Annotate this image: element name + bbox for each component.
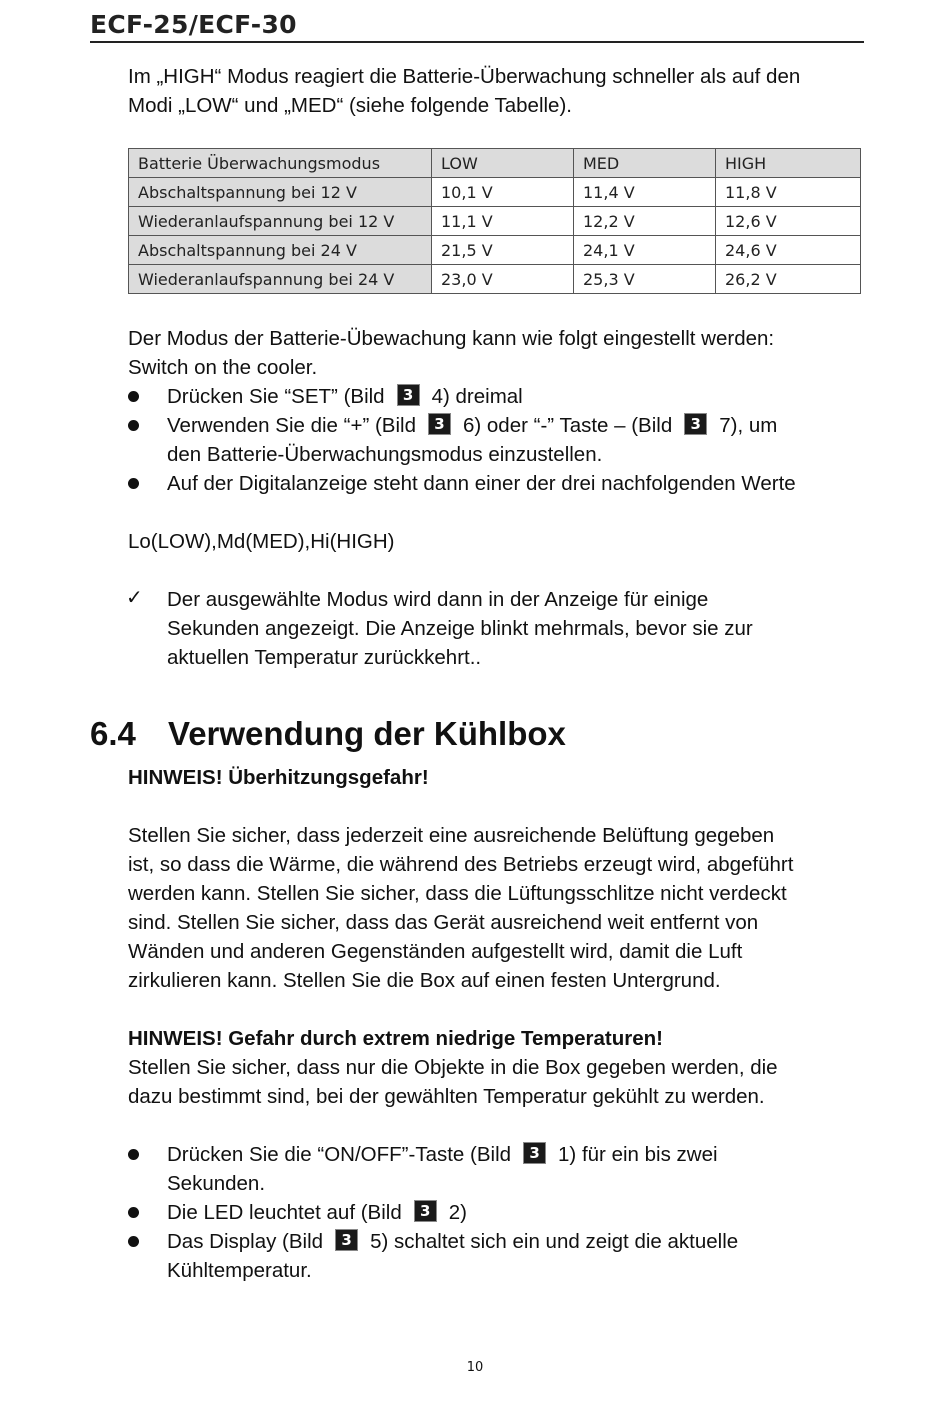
intro-line-1: Im „HIGH“ Modus reagiert die Batterie-Überwachung schneller als auf den [128,65,801,88]
list-item-text: Sekunden. [167,1172,266,1195]
list-item-text: 4) dreimal [431,385,523,408]
display-values-line: Lo(LOW),Md(MED),Hi(HIGH) [128,530,395,553]
table-cell: 24,1 V [574,236,716,265]
figure-reference-badge: 3 [523,1142,546,1164]
ventilation-paragraph-line: Stellen Sie sicher, dass jederzeit eine ausreichende Belüftung gegeben [128,824,775,847]
list-item-text: 7), um [719,414,778,437]
mode-setting-intro: Der Modus der Batterie-Übewachung kann wie folgt eingestellt werden: [128,327,775,350]
low-temperature-paragraph-line: dazu bestimmt sind, bei der gewählten Temperatur gekühlt zu werden. [128,1085,765,1108]
table-cell: 26,2 V [716,265,861,294]
list-item [128,469,868,498]
table-cell: 23,0 V [432,265,574,294]
table-cell: 21,5 V [432,236,574,265]
page-header [90,10,864,43]
bullet-icon [128,1207,139,1218]
table-row [129,178,861,207]
ventilation-paragraph-line: zirkulieren kann. Stellen Sie die Box auf einen festen Untergrund. [128,969,721,992]
ventilation-paragraph-line: sind. Stellen Sie sicher, dass das Gerät ausreichend weit entfernt von [128,911,759,934]
table-cell: 25,3 V [574,265,716,294]
list-item [128,382,868,411]
figure-reference-badge: 3 [414,1200,437,1222]
list-item-text: Der ausgewählte Modus wird dann in der Anzeige für einige [167,588,709,611]
notice-overheating: HINWEIS! Überhitzungsgefahr! [128,766,429,789]
table-cell: 11,8 V [716,178,861,207]
list-item [128,411,868,469]
table-row-label: Abschaltspannung bei 12 V [129,178,432,207]
bullet-icon [128,391,139,402]
section-heading [90,714,566,754]
list-item [128,1140,868,1198]
result-list [128,585,868,672]
document-model-title: ECF-25/ECF-30 [90,10,297,39]
table-row [129,236,861,265]
figure-reference-badge: 3 [335,1229,358,1251]
bullet-icon [128,1236,139,1247]
figure-reference-badge: 3 [397,384,420,406]
table-row-label: Wiederanlaufspannung bei 12 V [129,207,432,236]
table-header-cell: LOW [432,149,574,178]
page-number: 10 [466,1360,484,1375]
intro-line-2: Modi „LOW“ und „MED“ (siehe folgende Tabelle). [128,94,572,117]
ventilation-paragraph-line: werden kann. Stellen Sie sicher, dass die Lüftungsschlitze nicht verdeckt [128,882,787,905]
section-number: 6.4 [90,715,136,752]
list-item-text: Sekunden angezeigt. Die Anzeige blinkt mehrmals, bevor sie zur [167,617,753,640]
list-item-text: 6) oder “-” Taste – (Bild [462,414,673,437]
table-cell: 24,6 V [716,236,861,265]
bullet-icon [128,420,139,431]
list-item-text: 5) schaltet sich ein und zeigt die aktuelle [370,1230,739,1253]
mode-setting-step: Switch on the cooler. [128,356,318,379]
list-item-text: 2) [448,1201,467,1224]
mode-setting-list [128,382,868,498]
bullet-icon [128,1149,139,1160]
table-header-cell: HIGH [716,149,861,178]
list-item [128,585,868,672]
checkmark-icon: ✓ [126,585,143,609]
table-row-label: Wiederanlaufspannung bei 24 V [129,265,432,294]
list-item-text: Verwenden Sie die “+” (Bild [167,414,416,437]
figure-reference-badge: 3 [428,413,451,435]
list-item-text: Auf der Digitalanzeige steht dann einer der drei nachfolgenden Werte [167,472,796,495]
table-row [129,265,861,294]
list-item-text: Die LED leuchtet auf (Bild [167,1201,402,1224]
table-cell: 12,6 V [716,207,861,236]
table-cell: 10,1 V [432,178,574,207]
list-item-text: Drücken Sie die “ON/OFF”-Taste (Bild [167,1143,512,1166]
ventilation-paragraph-line: ist, so dass die Wärme, die während des Betriebs erzeugt wird, abgeführt [128,853,794,876]
notice-low-temperature: HINWEIS! Gefahr durch extrem niedrige Temperaturen! [128,1027,664,1050]
table-cell: 12,2 V [574,207,716,236]
low-temperature-paragraph-line: Stellen Sie sicher, dass nur die Objekte in die Box gegeben werden, die [128,1056,778,1079]
list-item-text: Das Display (Bild [167,1230,324,1253]
section-title: Verwendung der Kühlbox [168,715,566,752]
table-row [129,207,861,236]
list-item-text: den Batterie-Überwachungsmodus einzustellen. [167,443,603,466]
list-item-text: aktuellen Temperatur zurückkehrt.. [167,646,482,669]
table-cell: 11,4 V [574,178,716,207]
section-content [128,763,868,1285]
battery-monitor-table [128,148,861,294]
table-header-row [129,149,861,178]
table-header-cell: Batterie Überwachungsmodus [129,149,432,178]
table-cell: 11,1 V [432,207,574,236]
figure-reference-badge: 3 [684,413,707,435]
bullet-icon [128,478,139,489]
list-item [128,1198,868,1227]
operation-list [128,1140,868,1285]
list-item-text: Kühltemperatur. [167,1259,312,1282]
list-item-text: 1) für ein bis zwei [558,1143,718,1166]
table-header-cell: MED [574,149,716,178]
table-row-label: Abschaltspannung bei 24 V [129,236,432,265]
ventilation-paragraph-line: Wänden und anderen Gegenständen aufgestellt wird, damit die Luft [128,940,743,963]
list-item [128,1227,868,1285]
list-item-text: Drücken Sie “SET” (Bild [167,385,385,408]
page-content [128,62,868,672]
